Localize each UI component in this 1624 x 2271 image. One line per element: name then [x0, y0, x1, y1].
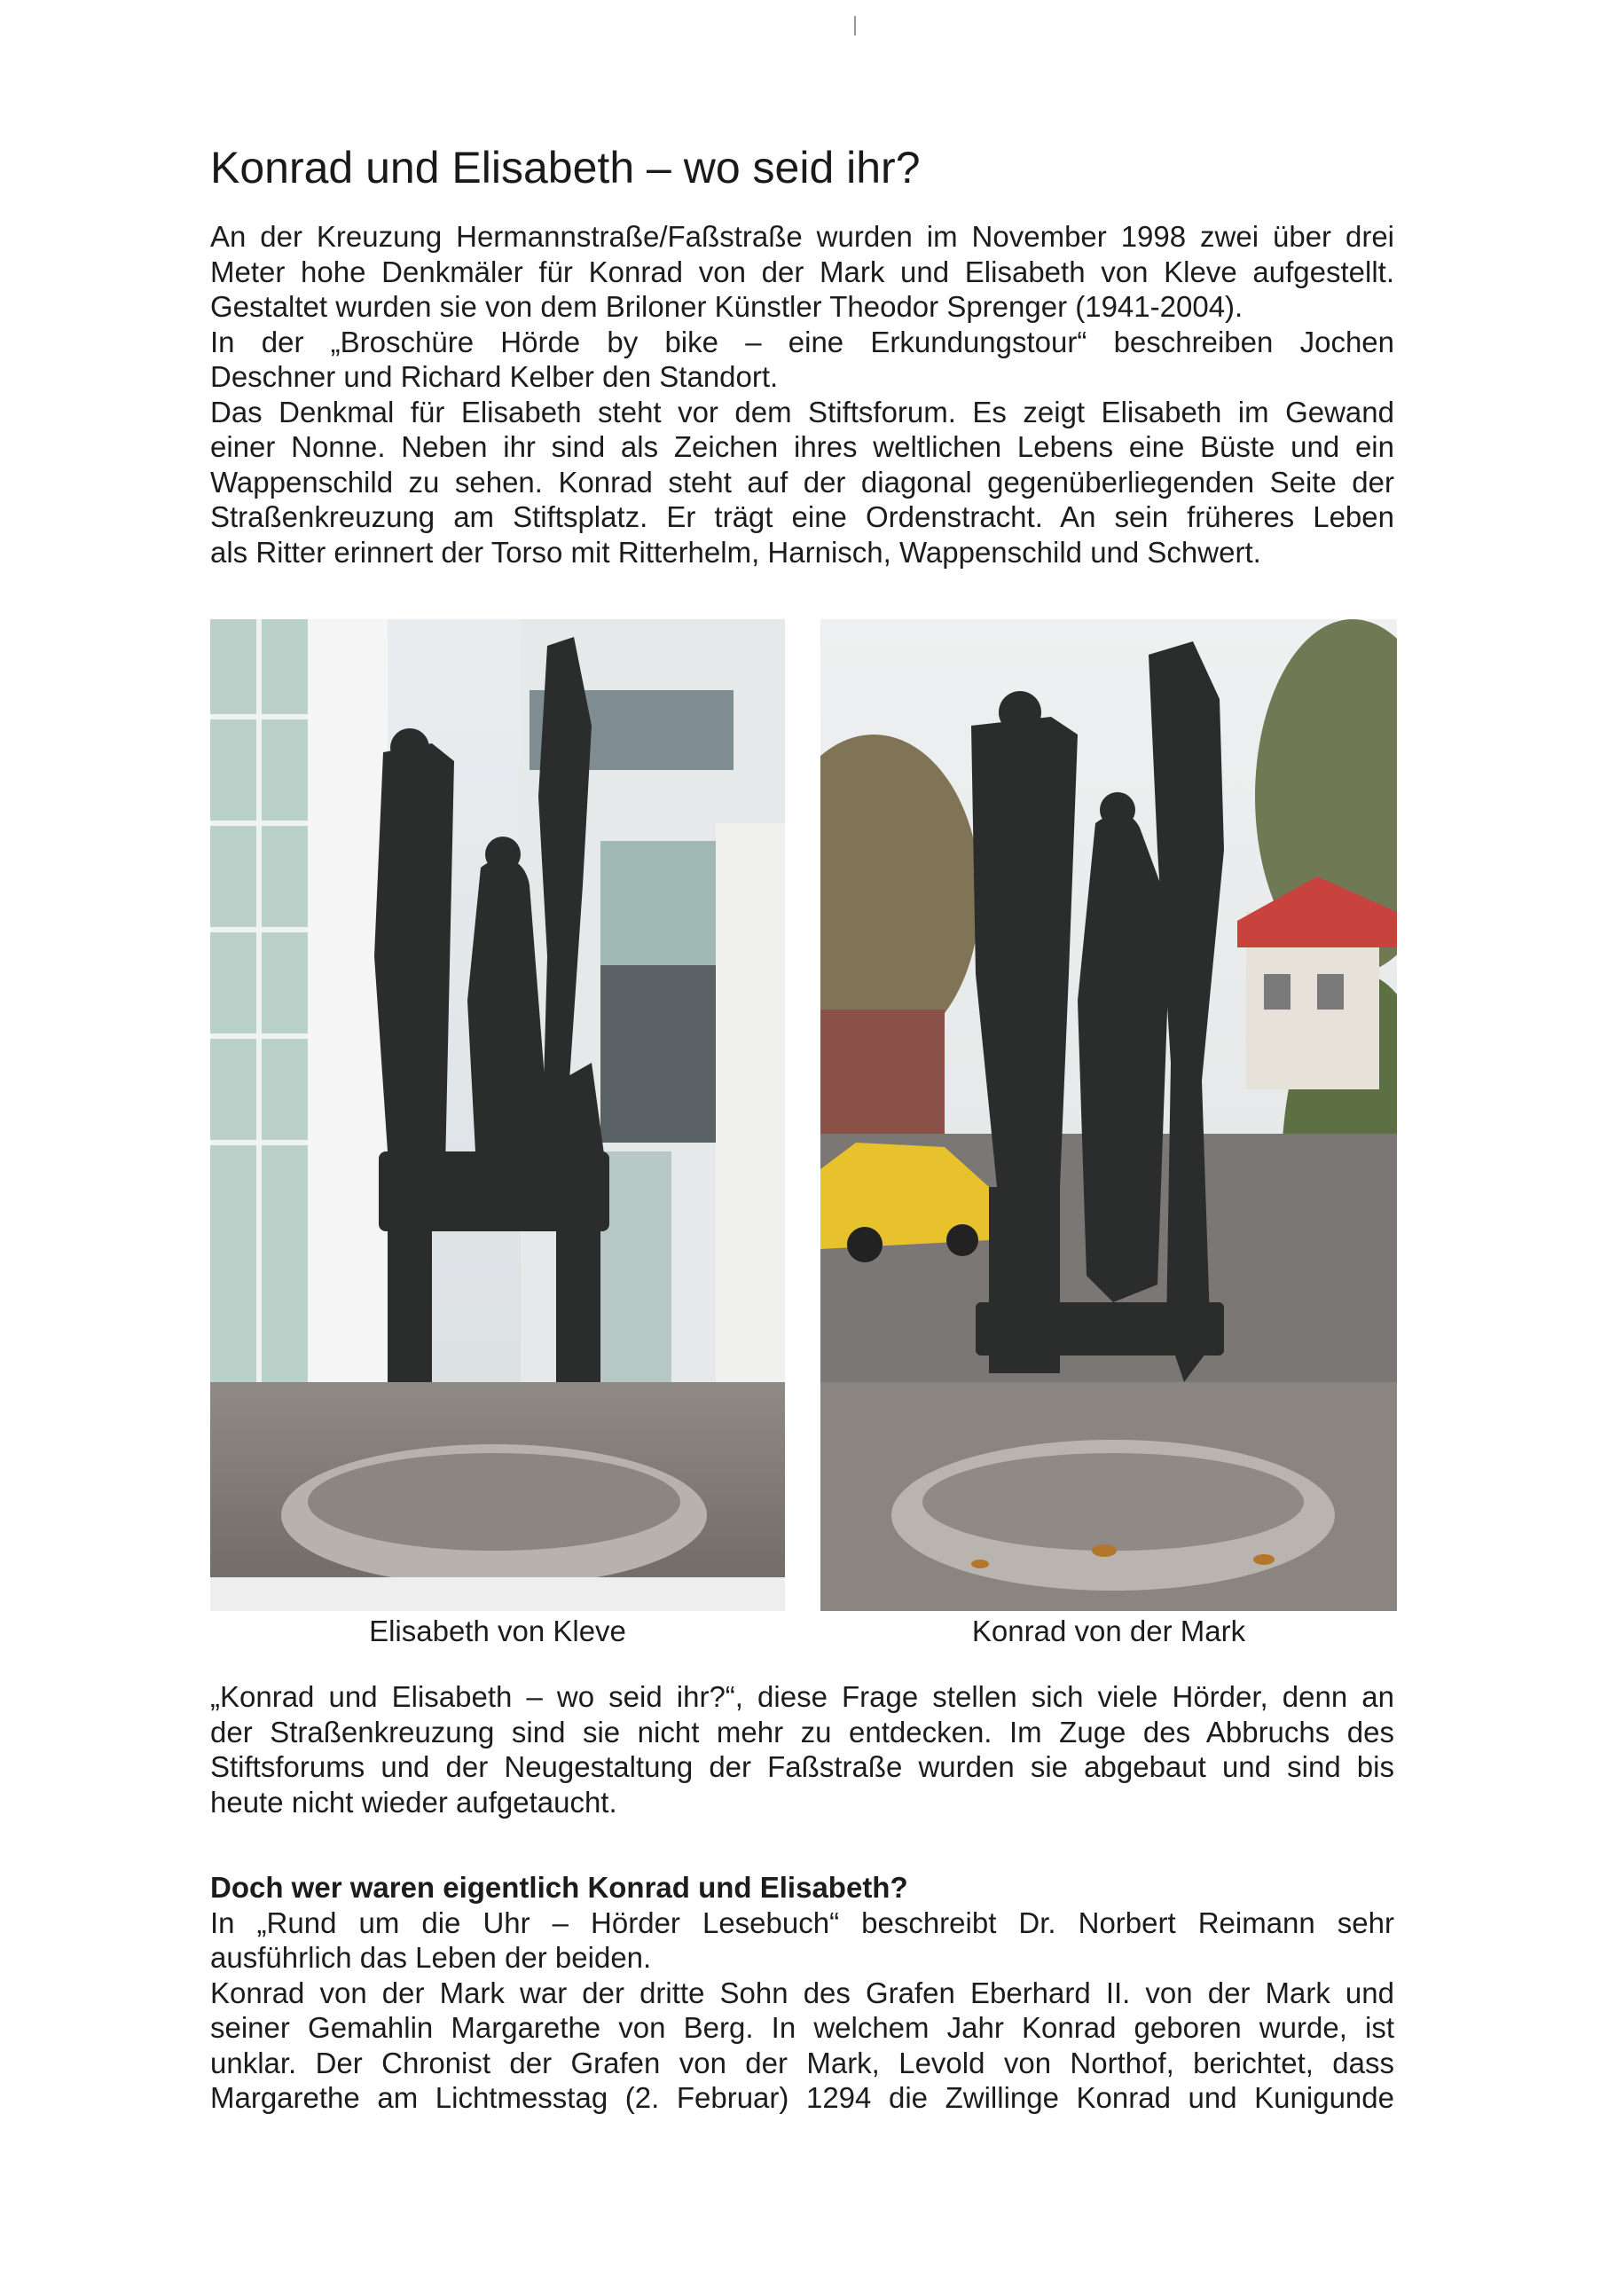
konrad-monument-illustration	[820, 619, 1397, 1611]
page-title: Konrad und Elisabeth – wo seid ihr?	[210, 143, 921, 193]
text-line: heute nicht wieder aufgetaucht.	[210, 1785, 617, 1819]
text-line: In der „Broschüre Hörde by bike – eine Erkundungstour“ beschreiben Jochen	[210, 325, 1394, 358]
text-line: Meter hohe Denkmäler für Konrad von der Mark und Elisabeth von Kleve aufgestellt.	[210, 255, 1394, 288]
biography-section	[210, 1870, 1394, 2116]
text-line: In „Rund um die Uhr – Hörder Lesebuch“ beschreibt Dr. Norbert Reimann sehr	[210, 1906, 1394, 1939]
text-line: „Konrad und Elisabeth – wo seid ihr?“, diese Frage stellen sich viele Hörder, denn an	[210, 1680, 1394, 1713]
text-line: der Straßenkreuzung sind sie nicht mehr zu entdecken. Im Zuge des Abbruchs des	[210, 1715, 1394, 1748]
text-line: Das Denkmal für Elisabeth steht vor dem Stiftsforum. Es zeigt Elisabeth im Gewand	[210, 395, 1394, 428]
text-line: ausführlich das Leben der beiden.	[210, 1941, 652, 1974]
intro-paragraph	[210, 219, 1394, 570]
text-line: Stiftsforums und der Neugestaltung der Faßstraße wurden sie abgebaut und sind bis	[210, 1750, 1394, 1783]
text-line: Wappenschild zu sehen. Konrad steht auf der diagonal gegenüberliegenden Seite der	[210, 465, 1394, 499]
photo-elisabeth-monument	[210, 619, 785, 1611]
elisabeth-monument-illustration	[210, 619, 785, 1611]
question-paragraph	[210, 1679, 1394, 1819]
photo-konrad-monument	[820, 619, 1397, 1611]
section-heading: Doch wer waren eigentlich Konrad und Elisabeth?	[210, 1871, 908, 1904]
text-line: als Ritter erinnert der Torso mit Ritterhelm, Harnisch, Wappenschild und Schwert.	[210, 535, 1261, 569]
text-line: unklar. Der Chronist der Grafen von der Mark, Levold von Northof, berichtet, dass	[210, 2046, 1394, 2079]
scan-mark	[854, 16, 856, 35]
text-line: Straßenkreuzung am Stiftsplatz. Er trägt eine Ordenstracht. An sein früheres Leben	[210, 500, 1394, 533]
text-line: An der Kreuzung Hermannstraße/Faßstraße wurden im November 1998 zwei über drei	[210, 220, 1394, 253]
caption-elisabeth: Elisabeth von Kleve	[369, 1615, 626, 1647]
text-line: Konrad von der Mark war der dritte Sohn des Grafen Eberhard II. von der Mark und	[210, 1976, 1394, 2009]
caption-konrad: Konrad von der Mark	[971, 1615, 1246, 1647]
text-line: seiner Gemahlin Margarethe von Berg. In welchem Jahr Konrad geboren wurde, ist	[210, 2011, 1394, 2044]
text-line: einer Nonne. Neben ihr sind als Zeichen ihres weltlichen Lebens eine Büste und ein	[210, 430, 1394, 463]
text-line: Margarethe am Lichtmesstag (2. Februar) 1294 die Zwillinge Konrad und Kunigunde	[210, 2081, 1394, 2114]
text-line: Gestaltet wurden sie von dem Briloner Künstler Theodor Sprenger (1941-2004).	[210, 290, 1243, 323]
text-line: Deschner und Richard Kelber den Standort.	[210, 360, 779, 393]
